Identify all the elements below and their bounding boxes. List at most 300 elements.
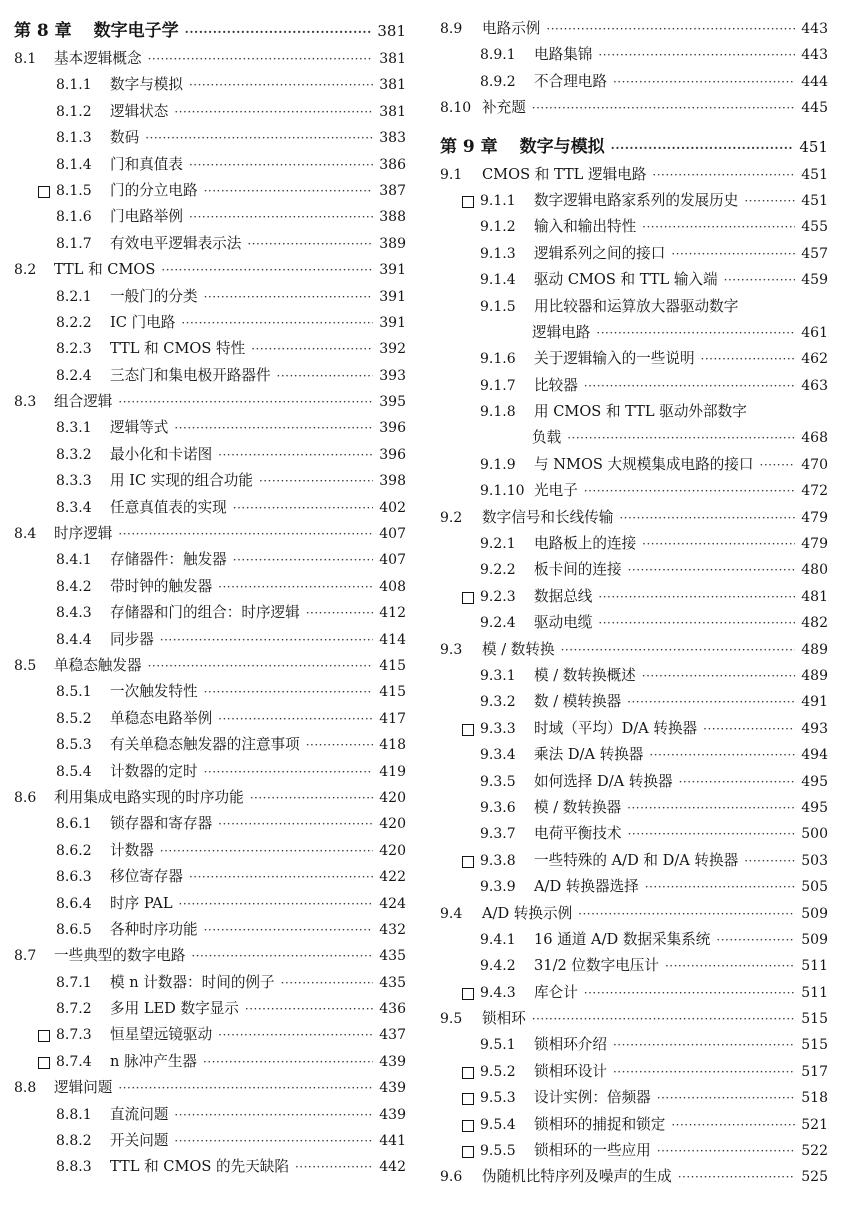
toc-entry-section[interactable]: [440, 1164, 828, 1190]
toc-entry-sub[interactable]: [440, 346, 828, 372]
toc-entry-title: 模 / 数转换概述: [534, 666, 636, 684]
toc-entry-sub[interactable]: [440, 531, 828, 557]
toc-entry-page-number: 398: [379, 473, 406, 490]
toc-entry-sub[interactable]: [440, 557, 828, 583]
toc-entry-sub[interactable]: [440, 188, 828, 214]
toc-entry-sub[interactable]: [14, 1049, 406, 1075]
dot-leader: [584, 373, 795, 399]
toc-entry-page-number: 493: [801, 720, 828, 737]
toc-entry-page-number: 393: [379, 367, 406, 384]
toc-entry-sub[interactable]: [14, 178, 406, 204]
dot-leader: [181, 310, 373, 336]
toc-entry-number: 9.1.7: [480, 377, 516, 394]
toc-entry-page-number: 461: [801, 324, 828, 341]
toc-entry-title: 移位寄存器: [110, 868, 183, 886]
dot-leader: [250, 785, 374, 811]
toc-entry-title: 锁相环设计: [534, 1062, 607, 1080]
toc-entry-section[interactable]: [14, 46, 406, 72]
dot-leader: [203, 1049, 373, 1075]
toc-entry-sub[interactable]: [440, 742, 828, 768]
toc-entry-number: 9.2.3: [480, 588, 516, 605]
toc-entry-sub[interactable]: [440, 399, 828, 425]
toc-entry-page-number: 443: [801, 47, 828, 64]
toc-entry-title: 库仑计: [534, 983, 578, 1001]
toc-entry-title: 逻辑状态: [110, 102, 169, 120]
dot-leader: [679, 769, 796, 795]
toc-entry-page-number: 491: [801, 694, 828, 711]
optional-section-box-icon: [38, 1057, 50, 1069]
toc-entry-page-number: 468: [801, 430, 828, 447]
dot-leader: [233, 547, 374, 573]
toc-entry-sub[interactable]: [14, 495, 406, 521]
toc-entry-page-number: 408: [379, 578, 406, 595]
toc-entry-sub[interactable]: [14, 125, 406, 151]
toc-entry-number: 9.5.2: [480, 1063, 516, 1080]
toc-entry-number: 8.4.2: [56, 578, 92, 595]
toc-entry-title: 开关问题: [110, 1132, 169, 1150]
optional-section-box-icon: [38, 1030, 50, 1042]
toc-entry-number: 8.5.3: [56, 737, 92, 754]
toc-entry-sub[interactable]: [14, 231, 406, 257]
dot-leader: [259, 468, 373, 494]
toc-entry-page-number: 489: [801, 641, 828, 658]
toc-entry-page-number: 388: [379, 209, 406, 226]
optional-section-box-icon: [462, 592, 474, 604]
toc-entry-number: 8.6: [14, 789, 37, 806]
toc-entry-number: 8.7.2: [56, 1001, 92, 1018]
toc-entry-number: 8.6.3: [56, 869, 92, 886]
toc-entry-chapter[interactable]: [14, 16, 406, 46]
toc-entry-number: 8.2.3: [56, 341, 92, 358]
toc-entry-page-number: 414: [379, 631, 406, 648]
dot-leader: [760, 452, 796, 478]
toc-entry-page-number: 395: [379, 394, 406, 411]
toc-entry-page-number: 495: [801, 773, 828, 790]
toc-entry-number: 8.2.2: [56, 314, 92, 331]
toc-entry-section[interactable]: [440, 637, 828, 663]
toc-entry-page-number: 439: [379, 1080, 406, 1097]
toc-entry-page-number: 392: [379, 341, 406, 358]
toc-entry-title: 模 n 计数器：时间的例子: [110, 973, 275, 991]
dot-leader: [701, 346, 796, 372]
toc-entry-title: 用比较器和运算放大器驱动数字: [534, 297, 739, 315]
dot-leader: [148, 653, 374, 679]
optional-section-box-icon: [462, 1146, 474, 1158]
dot-leader: [204, 679, 374, 705]
toc-entry-section[interactable]: [440, 505, 828, 531]
toc-entry-page-number: 500: [801, 826, 828, 843]
toc-entry-page-number: 445: [801, 100, 828, 117]
toc-entry-title: 负载: [532, 429, 562, 447]
spacer: [440, 122, 828, 132]
dot-leader: [148, 46, 374, 72]
toc-entry-title: 31/2 位数字电压计: [534, 957, 659, 975]
toc-entry-page-number: 437: [379, 1027, 406, 1044]
dot-leader: [567, 425, 795, 451]
optional-section-box-icon: [462, 856, 474, 868]
toc-entry-sub[interactable]: [14, 706, 406, 732]
toc-entry-title: 逻辑问题: [54, 1079, 113, 1097]
toc-entry-number: 9.3.1: [480, 667, 516, 684]
toc-entry-sub[interactable]: [440, 927, 828, 953]
toc-entry-sub[interactable]: [14, 970, 406, 996]
toc-entry-sub[interactable]: [14, 864, 406, 890]
toc-entry-title: 16 通道 A/D 数据采集系统: [534, 930, 711, 948]
dot-leader: [645, 874, 796, 900]
toc-entry-sub[interactable]: [440, 584, 828, 610]
toc-entry-page-number: 381: [377, 22, 406, 40]
dot-leader: [295, 1154, 373, 1180]
toc-entry-title: 锁相环介绍: [534, 1036, 607, 1054]
toc-entry-sub[interactable]: [440, 663, 828, 689]
toc-entry-chapter[interactable]: [440, 132, 828, 162]
toc-entry-number: 9.5.4: [480, 1116, 516, 1133]
toc-entry-sub[interactable]: [14, 363, 406, 389]
toc-entry-sub[interactable]: [440, 294, 828, 320]
toc-entry-page-number: 444: [801, 73, 828, 90]
toc-entry-sub[interactable]: [440, 214, 828, 240]
toc-entry-sub[interactable]: [14, 468, 406, 494]
dot-leader: [179, 891, 374, 917]
toc-entry-page-number: 489: [801, 667, 828, 684]
toc-entry-title: 数字与模拟: [110, 76, 183, 94]
toc-entry-number: 9.1.8: [480, 404, 516, 421]
dot-leader: [185, 17, 372, 47]
toc-entry-number: 9.4: [440, 905, 463, 922]
toc-entry-sub[interactable]: [14, 1022, 406, 1048]
toc-entry-section[interactable]: [14, 257, 406, 283]
toc-entry-sub[interactable]: [14, 1102, 406, 1128]
toc-entry-sub[interactable]: [440, 610, 828, 636]
dot-leader: [204, 917, 374, 943]
toc-entry-page-number: 391: [379, 288, 406, 305]
toc-entry-cont[interactable]: [440, 425, 828, 451]
toc-entry-number: 8.6.4: [56, 895, 92, 912]
toc-entry-page-number: 420: [379, 816, 406, 833]
toc-entry-title: 门的分立电路: [110, 181, 198, 199]
toc-entry-title: 带时钟的触发器: [110, 577, 213, 595]
toc-entry-section[interactable]: [440, 95, 828, 121]
toc-entry-number: 9.1.9: [480, 456, 516, 473]
toc-entry-title: 如何选择 D/A 转换器: [534, 772, 673, 790]
toc-entry-title: 补充题: [482, 99, 526, 117]
toc-entry-number: 8.6.2: [56, 842, 92, 859]
toc-entry-page-number: 389: [379, 235, 406, 252]
toc-entry-number: 8.8: [14, 1080, 37, 1097]
toc-entry-page-number: 419: [379, 763, 406, 780]
toc-entry-sub[interactable]: [440, 478, 828, 504]
dot-leader: [277, 363, 374, 389]
toc-entry-number: 9.3.2: [480, 694, 516, 711]
toc-entry-title: 单稳态触发器: [54, 656, 142, 674]
toc-entry-title: 锁相环的捕捉和锁定: [534, 1115, 666, 1133]
toc-entry-sub[interactable]: [440, 1032, 828, 1058]
toc-entry-page-number: 443: [801, 21, 828, 37]
toc-entry-page-number: 439: [379, 1053, 406, 1070]
dot-leader: [281, 970, 374, 996]
toc-entry-sub[interactable]: [14, 442, 406, 468]
toc-entry-sub[interactable]: [14, 811, 406, 837]
toc-entry-sub[interactable]: [440, 874, 828, 900]
toc-entry-page-number: 451: [799, 137, 828, 156]
toc-entry-sub[interactable]: [440, 241, 828, 267]
optional-section-box-icon: [462, 1067, 474, 1079]
toc-entry-number: 8.4: [14, 526, 37, 543]
optional-section-box-icon: [462, 988, 474, 1000]
toc-entry-number: 9.1.1: [480, 192, 516, 209]
toc-entry-sub[interactable]: [14, 627, 406, 653]
dot-leader: [628, 821, 796, 847]
toc-entry-number: 8.6.1: [56, 816, 92, 833]
toc-entry-sub[interactable]: [14, 336, 406, 362]
toc-entry-sub[interactable]: [14, 72, 406, 98]
toc-entry-title: 一些典型的数字电路: [54, 947, 186, 965]
toc-entry-title: 电路集锦: [534, 46, 593, 64]
toc-entry-sub[interactable]: [440, 795, 828, 821]
toc-entry-title: 驱动 CMOS 和 TTL 输入端: [534, 271, 718, 289]
toc-entry-title: 数字信号和长线传输: [482, 508, 614, 526]
toc-entry-page-number: 463: [801, 377, 828, 394]
toc-entry-page-number: 436: [379, 1001, 406, 1018]
toc-entry-page-number: 420: [379, 842, 406, 859]
toc-entry-page-number: 396: [379, 446, 406, 463]
toc-entry-page-number: 402: [379, 499, 406, 516]
dot-leader: [671, 1112, 795, 1138]
toc-entry-section[interactable]: [440, 901, 828, 927]
toc-entry-sub[interactable]: [440, 69, 828, 95]
dot-leader: [532, 1006, 795, 1032]
toc-entry-title: 基本逻辑概念: [54, 50, 142, 67]
toc-entry-sub[interactable]: [440, 769, 828, 795]
toc-entry-number: 第 8 章: [14, 21, 72, 41]
toc-entry-sub[interactable]: [14, 917, 406, 943]
toc-entry-title: 多用 LED 数字显示: [110, 1000, 239, 1018]
toc-entry-number: 8.1.3: [56, 130, 92, 147]
toc-entry-sub[interactable]: [14, 600, 406, 626]
toc-entry-title: 与 NMOS 大规模集成电路的接口: [534, 455, 754, 473]
toc-entry-number: 8.7.4: [56, 1053, 92, 1070]
toc-entry-sub[interactable]: [14, 891, 406, 917]
dot-leader: [628, 557, 796, 583]
toc-entry-title: 存储器和门的组合：时序逻辑: [110, 604, 300, 622]
toc-entry-sub[interactable]: [440, 42, 828, 68]
toc-entry-page-number: 511: [801, 958, 828, 975]
toc-entry-section[interactable]: [14, 785, 406, 811]
toc-entry-number: 9.4.2: [480, 958, 516, 975]
toc-entry-section[interactable]: [440, 162, 828, 188]
toc-entry-title: 逻辑电路: [532, 323, 591, 341]
dot-leader: [145, 125, 373, 151]
toc-entry-sub[interactable]: [14, 679, 406, 705]
toc-entry-page-number: 457: [801, 245, 828, 262]
dot-leader: [189, 152, 373, 178]
dot-leader: [657, 1085, 796, 1111]
dot-leader: [174, 99, 373, 125]
toc-entry-sub[interactable]: [440, 821, 828, 847]
toc-entry-sub[interactable]: [14, 547, 406, 573]
dot-leader: [744, 848, 795, 874]
toc-entry-section[interactable]: [440, 16, 828, 42]
dot-leader: [642, 214, 795, 240]
toc-entry-number: 8.5.4: [56, 763, 92, 780]
toc-entry-sub[interactable]: [440, 373, 828, 399]
toc-entry-section[interactable]: [14, 389, 406, 415]
toc-entry-page-number: 472: [801, 483, 828, 500]
dot-leader: [578, 901, 795, 927]
toc-entry-page-number: 442: [379, 1159, 406, 1176]
toc-entry-sub[interactable]: [14, 759, 406, 785]
toc-entry-number: 8.7: [14, 948, 37, 965]
dot-leader: [160, 838, 373, 864]
toc-entry-cont[interactable]: [440, 320, 828, 346]
toc-entry-page-number: 381: [379, 77, 406, 94]
dot-leader: [665, 953, 795, 979]
toc-entry-number: 9.3.4: [480, 747, 516, 764]
toc-entry-page-number: 515: [801, 1037, 828, 1054]
dot-leader: [160, 627, 373, 653]
toc-entry-sub[interactable]: [440, 953, 828, 979]
toc-entry-sub[interactable]: [14, 838, 406, 864]
toc-entry-sub[interactable]: [14, 996, 406, 1022]
toc-entry-sub[interactable]: [440, 267, 828, 293]
dot-leader: [703, 716, 795, 742]
toc-entry-section[interactable]: [14, 1075, 406, 1101]
toc-entry-page-number: 439: [379, 1106, 406, 1123]
toc-entry-page-number: 521: [801, 1116, 828, 1133]
toc-entry-number: 9.1: [440, 166, 463, 183]
toc-entry-number: 9.5.1: [480, 1037, 516, 1054]
dot-leader: [204, 284, 374, 310]
toc-entry-title: 组合逻辑: [54, 393, 113, 411]
toc-entry-sub[interactable]: [14, 310, 406, 336]
toc-entry-number: 8.3.3: [56, 473, 92, 490]
dot-leader: [619, 505, 795, 531]
dot-leader: [204, 759, 374, 785]
dot-leader: [118, 389, 373, 415]
toc-entry-title: 模 / 数转换器: [534, 798, 622, 816]
toc-entry-title: TTL 和 CMOS 的先天缺陷: [110, 1158, 289, 1176]
toc-entry-sub[interactable]: [14, 1128, 406, 1154]
toc-entry-page-number: 396: [379, 420, 406, 437]
toc-entry-sub[interactable]: [14, 574, 406, 600]
toc-entry-title: 时序 PAL: [110, 894, 173, 912]
toc-entry-page-number: 470: [801, 456, 828, 473]
toc-entry-sub[interactable]: [440, 848, 828, 874]
toc-entry-section[interactable]: [14, 521, 406, 547]
toc-entry-number: 8.8.3: [56, 1159, 92, 1176]
toc-entry-page-number: 435: [379, 974, 406, 991]
toc-entry-sub[interactable]: [440, 1112, 828, 1138]
toc-entry-number: 9.4.3: [480, 984, 516, 1001]
toc-entry-title: 逻辑等式: [110, 419, 169, 437]
toc-entry-number: 9.3: [440, 641, 463, 658]
toc-entry-page-number: 494: [801, 747, 828, 764]
toc-entry-page-number: 412: [379, 605, 406, 622]
dot-leader: [218, 706, 373, 732]
dot-leader: [191, 943, 373, 969]
toc-entry-number: 8.10: [440, 100, 472, 117]
toc-entry-title: 有关单稳态触发器的注意事项: [110, 736, 300, 754]
dot-leader: [118, 1075, 373, 1101]
toc-entry-number: 9.4.1: [480, 931, 516, 948]
toc-entry-page-number: 479: [801, 509, 828, 526]
toc-entry-sub[interactable]: [440, 1138, 828, 1164]
toc-entry-title: 乘法 D/A 转换器: [534, 746, 644, 764]
toc-entry-page-number: 481: [801, 588, 828, 605]
toc-entry-title: 数字与模拟: [519, 136, 605, 157]
toc-entry-title: 数字电子学: [93, 21, 179, 41]
dot-leader: [598, 610, 795, 636]
optional-section-box-icon: [38, 186, 50, 198]
toc-entry-sub[interactable]: [14, 99, 406, 125]
toc-entry-number: 9.2.2: [480, 562, 516, 579]
toc-entry-page-number: 422: [379, 869, 406, 886]
toc-entry-title: 有效电平逻辑表示法: [110, 234, 242, 252]
dot-leader: [598, 42, 795, 68]
toc-entry-sub[interactable]: [14, 732, 406, 758]
toc-entry-sub[interactable]: [440, 1059, 828, 1085]
dot-leader: [611, 133, 794, 163]
toc-entry-section[interactable]: [14, 653, 406, 679]
dot-leader: [247, 231, 373, 257]
toc-entry-page-number: 495: [801, 799, 828, 816]
toc-entry-title: 时序逻辑: [54, 525, 113, 543]
dot-leader: [532, 95, 795, 121]
toc-entry-sub[interactable]: [440, 1085, 828, 1111]
toc-entry-sub[interactable]: [14, 1154, 406, 1180]
toc-entry-page-number: 383: [379, 130, 406, 147]
toc-entry-page-number: 435: [379, 948, 406, 965]
toc-entry-number: 9.3.8: [480, 852, 516, 869]
optional-section-box-icon: [462, 724, 474, 736]
toc-entry-number: 9.1.4: [480, 272, 516, 289]
toc-entry-title: A/D 转换器选择: [534, 878, 639, 896]
toc-entry-sub[interactable]: [14, 204, 406, 230]
toc-entry-number: 8.2.4: [56, 367, 92, 384]
dot-leader: [596, 320, 795, 346]
toc-entry-section[interactable]: [440, 1006, 828, 1032]
toc-entry-page-number: 515: [801, 1011, 828, 1028]
toc-entry-title: TTL 和 CMOS: [54, 261, 156, 279]
toc-entry-page-number: 509: [801, 905, 828, 922]
toc-entry-title: 门电路举例: [110, 208, 183, 226]
toc-entry-page-number: 415: [379, 657, 406, 674]
toc-entry-sub[interactable]: [440, 689, 828, 715]
dot-leader: [218, 442, 373, 468]
toc-entry-title: 锁相环: [482, 1010, 526, 1028]
toc-entry-number: 9.3.5: [480, 773, 516, 790]
toc-entry-number: 8.9.1: [480, 47, 516, 64]
toc-entry-sub[interactable]: [14, 152, 406, 178]
toc-entry-number: 8.1.6: [56, 209, 92, 226]
toc-entry-page-number: 503: [801, 852, 828, 869]
toc-entry-title: 驱动电缆: [534, 614, 593, 632]
toc-entry-title: 数字逻辑电路家系列的发展历史: [534, 191, 739, 209]
toc-entry-sub[interactable]: [440, 716, 828, 742]
toc-entry-page-number: 511: [801, 984, 828, 1001]
dot-leader: [245, 996, 373, 1022]
toc-entry-title: n 脉冲产生器: [110, 1052, 198, 1070]
toc-entry-number: 8.7.1: [56, 974, 92, 991]
toc-entry-sub[interactable]: [14, 284, 406, 310]
toc-entry-sub[interactable]: [14, 415, 406, 441]
toc-entry-title: 伪随机比特序列及噪声的生成: [482, 1168, 672, 1186]
toc-entry-sub[interactable]: [440, 980, 828, 1006]
toc-entry-sub[interactable]: [440, 452, 828, 478]
toc-entry-page-number: 517: [801, 1063, 828, 1080]
toc-entry-section[interactable]: [14, 943, 406, 969]
toc-entry-number: 8.6.5: [56, 921, 92, 938]
